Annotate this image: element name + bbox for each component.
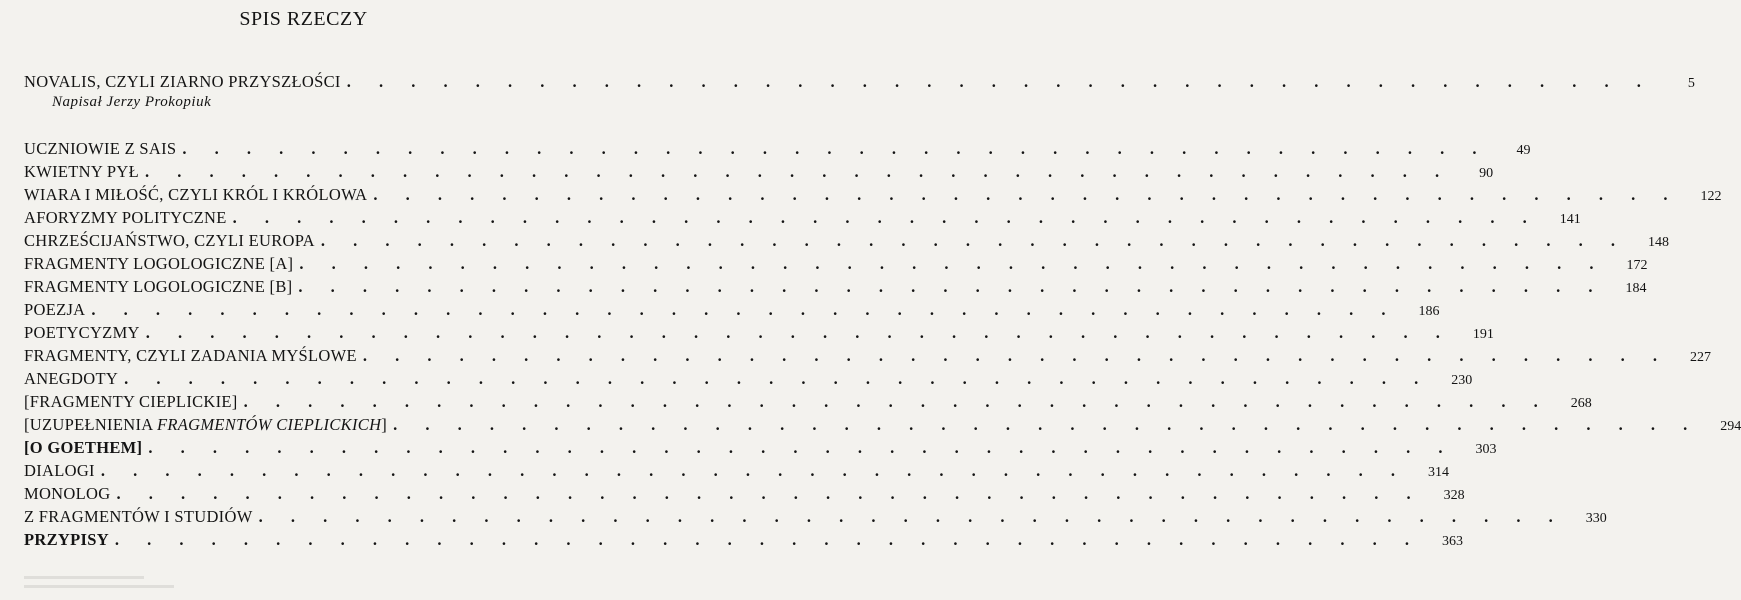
toc-page-number: 227 (1690, 350, 1711, 365)
toc-entry (24, 323, 1494, 346)
toc-page-number: 328 (1443, 488, 1465, 503)
toc-page-number: 122 (1700, 189, 1722, 204)
toc-page-number: 191 (1472, 327, 1494, 342)
toc-entry-title: KWIETNY PYŁ (24, 162, 139, 181)
leader-dots: . . . . . . . . . . . . . . . . . . . . . . . . . . . . . . . . . . . . . . . . . (100, 461, 1407, 480)
leader-dots: . . . . . . . . . . . . . . . . . . . . . . . . . . . . . . . . . . . . . . . . . (148, 438, 1455, 457)
toc-entry-title: DIALOGI (24, 461, 95, 480)
toc-entry-title: UCZNIOWIE Z SAIS (24, 139, 177, 158)
toc-entry-title: POEZJA (24, 300, 86, 319)
toc-entry (24, 530, 1464, 553)
toc-page-number: 303 (1475, 442, 1497, 457)
toc-page-number: 172 (1626, 258, 1648, 273)
leader-dots: . . . . . . . . . . . . . . . . . . . . . . . . . . . . . . . . . . . . . . . . . (258, 507, 1565, 526)
leader-dots: . . . . . . . . . . . . . . . . . . . . . . . . . . . . . . . . . . . . . . . . . (299, 254, 1606, 273)
toc-entry (24, 300, 1440, 323)
toc-entry-title: MONOLOG (24, 484, 111, 503)
leader-dots: . . . . . . . . . . . . . . . . . . . . . . . . . . . . . . . . . . . . . . . . . (114, 530, 1422, 549)
leader-dots: . . . . . . . . . . . . . . . . . . . . . . . . . . . . . . . . . . . . . . . . . (243, 392, 1550, 411)
leader-dots: . . . . . . . . . . . . . . . . . . . . . . . . . . . . . . . . . . . . . . . . . (362, 346, 1669, 365)
toc-entry-title: WIARA I MIŁOŚĆ, CZYLI KRÓL I KRÓLOWA (24, 185, 368, 204)
toc-entry-title: POETYCYZMY (24, 323, 140, 342)
toc-entry (24, 438, 1497, 461)
leader-dots: . . . . . . . . . . . . . . . . . . . . . . . . . . . . . . . . . . . . . . . . . (393, 415, 1700, 434)
toc-entry-title: [FRAGMENTY CIEPLICKIE] (24, 392, 238, 411)
toc-entry (24, 162, 1494, 185)
toc-entry-intro (24, 72, 1695, 95)
toc-entry-title: CHRZEŚCIJAŃSTWO, CZYLI EUROPA (24, 231, 315, 250)
toc-entry-title-italic: FRAGMENTÓW CIEPLICKICH (156, 415, 382, 434)
bleed-through-text (24, 576, 224, 600)
toc-entry (24, 484, 1465, 507)
leader-dots: . . . . . . . . . . . . . . . . . . . . . . . . . . . . . . . . . . . . . . . . . (116, 484, 1423, 503)
toc-entry-title-suffix: ] (381, 415, 388, 434)
toc-entry (24, 369, 1473, 392)
toc-entry (24, 392, 1592, 415)
toc-entry-title (24, 415, 387, 435)
leader-dots: . . . . . . . . . . . . . . . . . . . . . . . . . . . . . . . . . . . . . . . . . (320, 231, 1628, 250)
toc-entry (24, 185, 1722, 208)
toc-entry-title: ANEGDOTY (24, 369, 119, 388)
toc-entry-title: NOVALIS, CZYLI ZIARNO PRZYSZŁOŚCI (24, 72, 341, 91)
leader-dots: . . . . . . . . . . . . . . . . . . . . . . . . . . . . . . . . . . . . . . . . . (232, 208, 1539, 227)
toc-entry-title: Z FRAGMENTÓW I STUDIÓW (24, 507, 253, 526)
toc-page-number: 363 (1442, 534, 1464, 549)
leader-dots: . . . . . . . . . . . . . . . . . . . . . . . . . . . . . . . . . . . . . . . . . (144, 162, 1452, 181)
toc-entry-title: FRAGMENTY LOGOLOGICZNE [A] (24, 254, 294, 273)
toc-page-number: 230 (1451, 373, 1473, 388)
leader-dots: . . . . . . . . . . . . . . . . . . . . . . . . . . . . . . . . . . . . . . . . . (91, 300, 1398, 319)
toc-entry (24, 231, 1670, 254)
leader-dots: . . . . . . . . . . . . . . . . . . . . . . . . . . . . . . . . . . . . . . . . . (346, 72, 1653, 91)
toc-page-number: 314 (1427, 465, 1449, 480)
toc-entry-title: FRAGMENTY LOGOLOGICZNE [B] (24, 277, 293, 296)
toc-entry (24, 139, 1531, 162)
page-title: SPIS RZECZY (239, 8, 368, 30)
toc-entry (24, 254, 1648, 277)
toc-page-number: 90 (1479, 166, 1494, 181)
leader-dots: . . . . . . . . . . . . . . . . . . . . . . . . . . . . . . . . . . . . . . . . . (124, 369, 1431, 388)
leader-dots: . . . . . . . . . . . . . . . . . . . . . . . . . . . . . . . . . . . . . . . . . (373, 185, 1680, 204)
toc-entry (24, 461, 1449, 484)
toc-page-number: 148 (1648, 235, 1670, 250)
toc-entry-title: AFORYZMY POLITYCZNE (24, 208, 227, 227)
toc-entry (24, 346, 1711, 369)
toc-page-number: 49 (1516, 143, 1531, 158)
leader-dots: . . . . . . . . . . . . . . . . . . . . . . . . . . . . . . . . . . . . . . . . . (145, 323, 1452, 342)
toc-entry (24, 415, 1741, 438)
leader-dots: . . . . . . . . . . . . . . . . . . . . . . . . . . . . . . . . . . . . . . . . . (182, 139, 1489, 158)
toc-entry (24, 208, 1581, 231)
toc-entry-title: [O GOETHEM] (24, 438, 143, 457)
toc-page-number: 330 (1585, 511, 1607, 526)
toc-page-number: 294 (1720, 419, 1741, 434)
toc-entry (24, 277, 1647, 300)
toc-page-number: 141 (1559, 212, 1581, 227)
leader-dots: . . . . . . . . . . . . . . . . . . . . . . . . . . . . . . . . . . . . . . . . . (298, 277, 1605, 296)
toc-entry-title: PRZYPISY (24, 530, 109, 549)
toc-entry-title-prefix: [UZUPEŁNIENIA (24, 415, 157, 434)
toc-page-number: 268 (1570, 396, 1592, 411)
author-line: Napisał Jerzy Prokopiuk (52, 94, 212, 110)
toc-page-number: 5 (1687, 76, 1695, 91)
toc-page-number: 186 (1418, 304, 1440, 319)
toc-entry (24, 507, 1607, 530)
toc-entry-title: FRAGMENTY, CZYLI ZADANIA MYŚLOWE (24, 346, 357, 365)
toc-page-number: 184 (1625, 281, 1647, 296)
